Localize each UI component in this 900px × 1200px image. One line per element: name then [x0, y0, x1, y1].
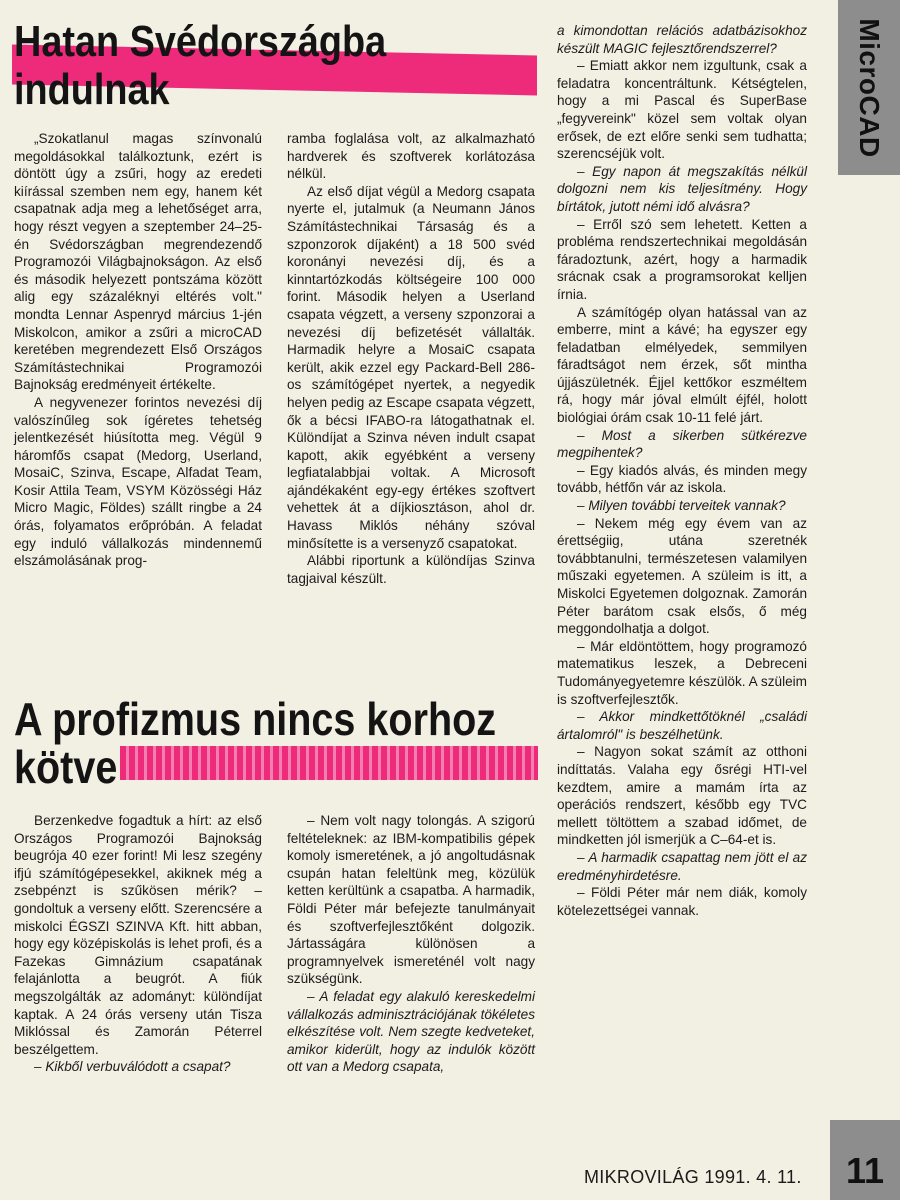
headline-2-line1: A profizmus nincs korhoz — [14, 693, 497, 745]
footer-issue: MIKROVILÁG 1991. 4. 11. — [584, 1167, 802, 1187]
question: – A harmadik csapattag nem jött el az eredményhirdetésre. — [557, 849, 807, 883]
paragraph: „Szokatlanul magas színvonalú megoldásokkal találkoztunk, ezért is döntött úgy a zsűri, hogy az eredeti kiírással szemben nem egy, hanem két csapatnak adja meg a lehetőséget arra, hogy részt vegyen a szeptember 24–25-én Svédországban megrendezendő Programozói Világbajnokságon. Az első és második helyezett pontszáma között alig egy százaléknyi eltérés volt." mondta Lennar Aspenryd március 1-jén Miskolcon, amikor a zsűri a microCAD keretében megrendezett Első Országos Számítástechnikai Programozói Bajnokság eredményeit értékelte. — [14, 131, 262, 393]
article-2-column-2 — [287, 812, 535, 1076]
answer: – Emiatt akkor nem izgultunk, csak a feladatra koncentráltunk. Kétségtelen, hogy a mi Pascal és SuperBase „fegyvereink" közel sem voltak olyan erősek, de ezt előre senki sem tudhatta; szerencséjük volt. — [557, 58, 807, 162]
answer: – Egy kiadós alvás, és minden megy tovább, hétfőn vár az iskola. — [557, 462, 807, 496]
answer: – Földi Péter már nem diák, komoly kötelezettségei vannak. — [557, 885, 807, 918]
headline-1-line1: Hatan Svédországba — [14, 17, 387, 66]
paragraph: ramba foglalása volt, az alkalmazható hardverek és szoftverek korlátozása nélkül. — [287, 131, 535, 182]
headline-1-line2: indulnak — [14, 65, 170, 114]
question: – Egy napon át megszakítás nélkül dolgozni nem kis teljesítmény. Hogy bírtátok, jutott némi idő alvásra? — [557, 163, 807, 214]
answer: – Már eldöntöttem, hogy programozó matematikus leszek, a Debreceni Tudományegyetemre készülök. A szüleim is szoftverfejlesztők. — [557, 638, 807, 707]
paragraph: Alábbi riportunk a különdíjas Szinva tagjaival készült. — [287, 553, 535, 586]
page-number-tab — [830, 1120, 900, 1200]
question: – Akkor mindkettőtöknél „családi ártalomról" is beszélhetünk. — [557, 709, 807, 742]
interview-column-3 — [557, 22, 807, 919]
headline-stripe-2 — [120, 746, 538, 780]
question: – Most a sikerben sütkérezve megpihentek? — [557, 427, 807, 461]
answer: – Erről szó sem lehetett. Ketten a probléma rendszertechnikai megoldásán fáradoztunk, azért, hogy a harmadik srácnak csak a programsorokat kelljen írnia. — [557, 216, 807, 302]
paragraph: A negyvenezer forintos nevezési díj valószínűleg sok ígéretes tehetség jelentkezését hiúsította meg. Végül 9 háromfős csapat (Medorg, Userland, MosaiC, Szinva, Escape, Alfadat Team, Kosir Attila Team, VSYM Közösségi Ház Micro Magic, Földes) szállt ringbe a 24 órás, folyamatos erőpróbán. A feladat egy induló vállalkozás mindennemű elszámolásának prog- — [14, 394, 262, 569]
answer: A számítógép olyan hatással van az emberre, mint a kávé; ha egyszer egy feladatban elmélyedek, semmilyen fáradtságot nem érzek, sőt mintha újjászületnék. Éjjel kettőkor eszméltem rá, hogy már jóval elmúlt éjfél, holott biológiai órám csak 10-11 felé járt. — [557, 304, 807, 426]
paragraph: Berzenkedve fogadtuk a hírt: az első Országos Programozói Bajnokság beugrója 40 ezer forint! Mi lesz szegény ifjú számítógépesekkel, akiknek még a zsebpénzt is szűkösen mérik? – gondoltuk a verseny előtt. Szerencsére a miskolci ÉGSZI SZINVA Kft. hitt abban, hogy egy középiskolás is lehet profi, és a Fazekas Gimnázium csapatának felajánlotta a beugrót. A fiúk megszolgálták az adományt: különdíjat kaptak. A 24 órás verseny után Tisza Miklóssal és Zamorán Péterrel beszélgettem. — [14, 813, 262, 1057]
answer: – Nekem még egy évem van az érettségiig, utána szeretnék továbbtanulni, természetesen valamilyen műszaki egyetemen. A szüleim is itt, a Miskolci Egyetemen dolgoznak. Zamorán Péter barátom csak elsős, ő még meggondolhatja a dolgot. — [557, 515, 807, 637]
paragraph: Az első díjat végül a Medorg csapata nyerte el, jutalmuk (a Neumann János Számítástechnikai Társaság és a szponzorok díjaként) a 18 500 svéd koronányi nevezési díj, és a kinntartózkodás költségeire 100 000 forint. Második helyen a Userland csapata végzett, a verseny szponzorai a nevezési díj befizetését vállalták. Harmadik helyre a MosaiC csapata került, akik ezzel egy Packard-Bell 286-os számítógépet nyertek, a negyedik helyen pedig az Escape csapata végzett, ők a bécsi IFABO-ra látogathatnak el. Különdíjat a Szinva néven indult csapat kapott, akik egyébként a verseny legfiatalabbjai voltak. A Microsoft ajándékaként egy-egy értékes szoftvert vehettek át a díjkiosztáson, ahol dr. Havass Miklós néhány szóval minősítette is a versenyző csapatokat. — [287, 183, 535, 551]
question: – Milyen további terveitek vannak? — [577, 498, 786, 514]
paragraph: – Nem volt nagy tolongás. A szigorú feltételeknek: az IBM-kompatibilis gépek komoly ismeretének, a jó angoltudásnak csupán hatan feleltünk meg, közülük ketten kerültünk a csapatba. A harmadik, Földi Péter már befejezte tanulmányait és szoftverfejlesztőként dolgozik. Jártasságára különösen a programnyelvek ismereténél volt nagy szükségünk. — [287, 813, 535, 987]
article-2-column-1 — [14, 812, 262, 1076]
article-1-column-2 — [287, 130, 535, 587]
page-number: 11 — [845, 1150, 885, 1191]
section-tab — [838, 0, 900, 175]
headline-2-line2: kötve — [14, 741, 118, 793]
answer: – Nagyon sokat számít az otthoni indíttatás. Valaha egy ősrégi HTI-vel kezdtem, amire a mamám írta az operációs rendszert, később egy TVC mellett töltöttem a szabad időmet, de mindketten jól ismerjük a C–64-et is. — [557, 744, 807, 848]
question: – Kikből verbuválódott a csapat? — [34, 1059, 231, 1075]
question: – A feladat egy alakuló kereskedelmi vállalkozás adminisztrációjának tökéletes elkészítése volt. Nem szegte kedveteket, amikor kiderült, hogy az indulók között ott van a Medorg csapata, — [287, 988, 535, 1075]
question: a kimondottan relációs adatbázisokhoz készült MAGIC fejlesztőrendszerrel? — [557, 23, 807, 56]
section-tab-label: MicroCAD — [854, 17, 885, 158]
article-1-column-1 — [14, 130, 262, 570]
